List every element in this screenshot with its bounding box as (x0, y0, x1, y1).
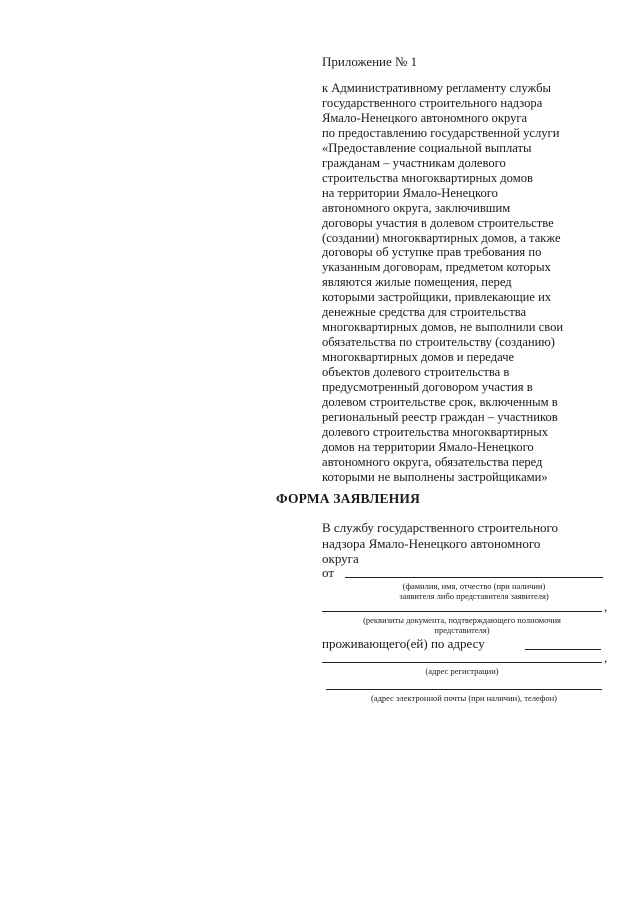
regulation-line: государственного строительного надзора (322, 95, 543, 110)
regulation-line: указанным договорам, предметом которых (322, 260, 551, 275)
regulation-line: многоквартирных домов, не выполнили свои (322, 320, 564, 335)
regulation-line: договоры об уступке прав требования по (322, 245, 542, 260)
contact-caption: (адрес электронной почты (при наличии), телефон) (370, 693, 558, 703)
regulation-line: гражданам – участникам долевого (322, 155, 506, 170)
regulation-line: многоквартирных домов и передаче (322, 350, 515, 365)
comma-mark: , (604, 599, 608, 614)
regulation-line: которыми не выполнены застройщиками» (322, 469, 548, 484)
regulation-line: автономного округа, обязательства перед (322, 454, 543, 469)
addressee-line: округа (322, 551, 359, 566)
regulation-line: автономного округа, заключившим (322, 200, 511, 215)
document-caption-line: (реквизиты документа, подтверждающего полномочия (363, 615, 561, 625)
applicant-caption-line: заявителя либо представителя заявителя) (399, 591, 549, 601)
regulation-line: на территории Ямало-Ненецкого (322, 185, 498, 200)
address-field-inline[interactable] (525, 649, 601, 650)
regulation-line: Ямало-Ненецкого автономного округа (322, 110, 528, 125)
regulation-line: являются жилые помещения, перед (322, 275, 512, 290)
regulation-line: предусмотренный договором участия в (322, 380, 533, 395)
regulation-line: денежные средства для строительства (322, 305, 527, 320)
applicant-caption (345, 581, 603, 601)
addressee-block (322, 520, 612, 567)
residing-label: проживающего(ей) по адресу (322, 636, 485, 651)
addressee-line: В службу государственного строительного (322, 520, 559, 535)
addressee-line: надзора Ямало-Ненецкого автономного (322, 535, 541, 551)
form-heading: ФОРМА ЗАЯВЛЕНИЯ (276, 491, 421, 506)
registration-caption: (адрес регистрации) (425, 666, 499, 676)
regulation-line: долевого строительства многоквартирных (322, 424, 548, 439)
applicant-name-field[interactable] (345, 577, 603, 578)
document-caption-line: представителя) (434, 625, 490, 635)
regulation-line: к Административному регламенту службы (322, 81, 551, 95)
contact-field[interactable] (326, 689, 602, 690)
regulation-line: строительства многоквартирных домов (322, 170, 533, 185)
document-caption (322, 615, 602, 635)
regulation-line: долевом строительстве срок, включенным в (322, 395, 558, 410)
regulation-line: домов на территории Ямало-Ненецкого (322, 439, 534, 454)
comma-mark: , (604, 650, 608, 665)
regulation-line: договоры участия в долевом строительстве (322, 215, 554, 230)
regulation-reference (322, 81, 622, 485)
regulation-line: которыми застройщики, привлекающие их (322, 290, 552, 305)
appendix-title: Приложение № 1 (322, 54, 418, 69)
regulation-line: объектов долевого строительства в (322, 365, 510, 380)
regulation-line: (создании) многоквартирных домов, а также (322, 230, 561, 245)
regulation-line: «Предоставление социальной выплаты (322, 140, 532, 155)
from-label: от (322, 565, 335, 580)
regulation-line: региональный реестр граждан – участников (322, 409, 558, 424)
regulation-line: обязательства по строительству (созданию) (322, 335, 556, 350)
document-requisites-field[interactable] (322, 611, 602, 612)
applicant-caption-line: (фамилия, имя, отчество (при наличии) (402, 581, 546, 591)
registration-address-field[interactable] (322, 662, 602, 663)
regulation-line: по предоставлению государственной услуги (322, 125, 560, 140)
